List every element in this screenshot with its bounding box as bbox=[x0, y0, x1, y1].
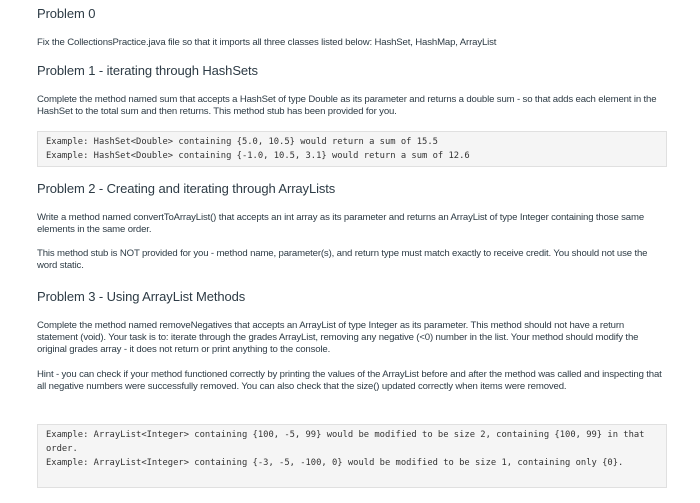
problem-3-example-line: Example: ArrayList<Integer> containing {-3, -5, -100, 0} would be modified to be size 1, containing only {0}. bbox=[46, 458, 624, 468]
problem-1-example-line: Example: HashSet<Double> containing {-1.0, 10.5, 3.1} would return a sum of 12.6 bbox=[46, 151, 470, 161]
problem-1-description: Complete the method named sum that accepts a HashSet of type Double as its parameter and returns a double sum - so that adds each element in the HashSet to the total sum and then returns. This method stub has been provided for you. bbox=[37, 94, 657, 117]
problem-1-example-line: Example: HashSet<Double> containing {5.0, 10.5} would return a sum of 15.5 bbox=[46, 137, 438, 147]
problem-1-heading: Problem 1 - iterating through HashSets bbox=[37, 63, 258, 78]
problem-2-heading: Problem 2 - Creating and iterating through ArrayLists bbox=[37, 181, 336, 196]
problem-3-description: Complete the method named removeNegatives that accepts an ArrayList of type Integer as its parameter. This method should not have a return statement (void). Your task is to: iterate through the grades ArrayList, removing any negative (<0) number in the list. Your method should modify the original grades array - it does not return or print anything to the console. bbox=[37, 320, 639, 355]
problem-2-note: This method stub is NOT provided for you - method name, parameter(s), and return type must match exactly to receive credit. You should not use the word static. bbox=[37, 248, 648, 271]
problem-0-heading: Problem 0 bbox=[37, 6, 96, 21]
problem-3-example-line: Example: ArrayList<Integer> containing {100, -5, 99} would be modified to be size 2, containing {100, 99} in that order. bbox=[46, 430, 645, 454]
problem-3-example-block bbox=[37, 424, 667, 488]
problem-1-example-block bbox=[37, 131, 667, 167]
problem-3-heading: Problem 3 - Using ArrayList Methods bbox=[37, 289, 246, 304]
problem-3-hint: Hint - you can check if your method functioned correctly by printing the values of the ArrayList before and after the method was called and inspecting that all negative numbers were successfully removed. You can also check that the size() updated correctly when items were removed. bbox=[37, 369, 662, 392]
problem-0-description: Fix the CollectionsPractice.java file so that it imports all three classes listed below: HashSet, HashMap, ArrayList bbox=[37, 37, 497, 48]
problem-2-description: Write a method named convertToArrayList() that accepts an int array as its parameter and returns an ArrayList of type Integer containing those same elements in the same order. bbox=[37, 212, 645, 235]
